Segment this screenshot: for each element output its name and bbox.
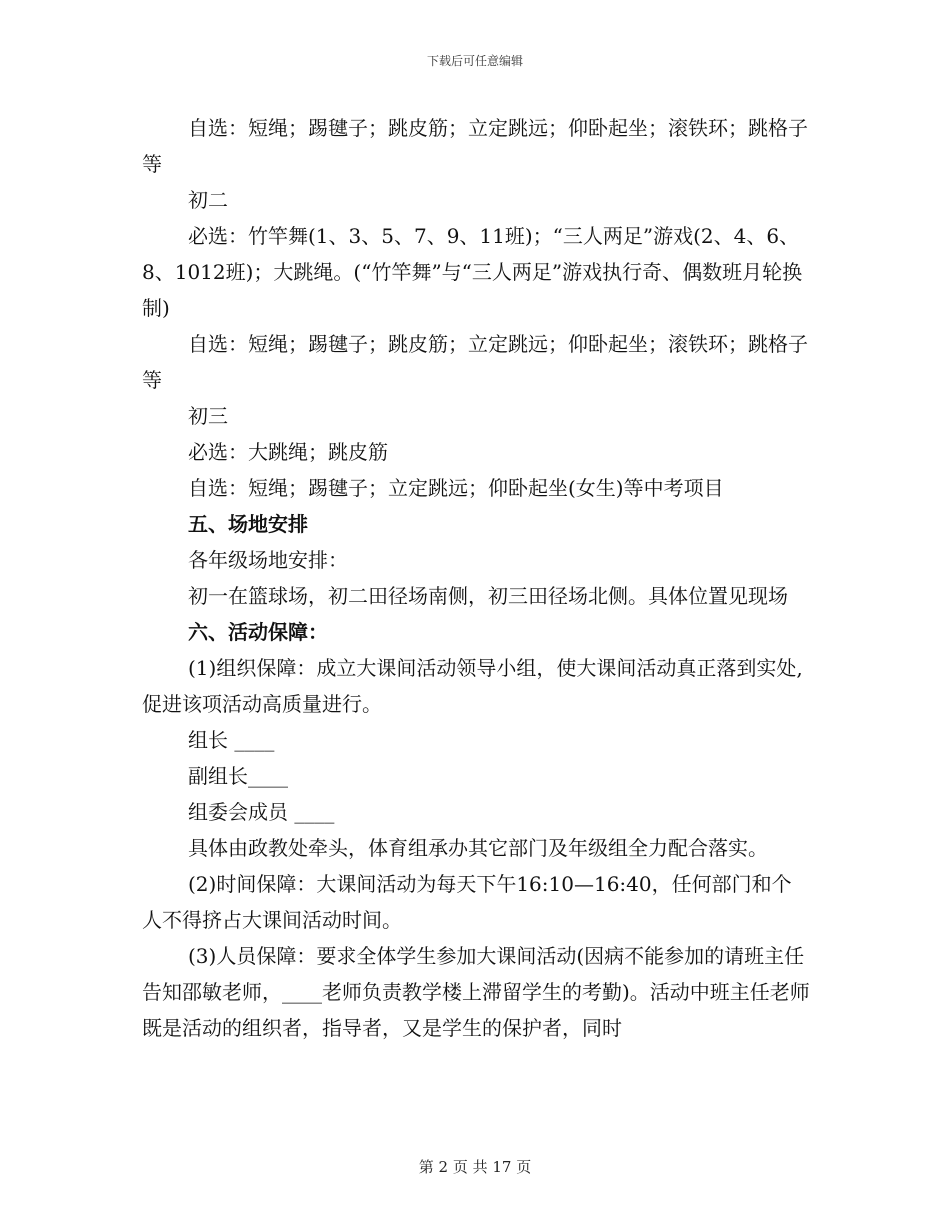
section-heading-venue: 五、场地安排 xyxy=(188,512,308,536)
team-leader-line: 组长 ____ xyxy=(188,728,275,752)
page-number: 第 2 页 共 17 页 xyxy=(418,1158,532,1176)
paragraph-grade2-required: 必选：竹竿舞(1、3、5、7、9、11班)；“三人两足”游戏(2、4、6、8、1012班)；大跳绳。(“竹竿舞”与“三人两足”游戏执行奇、偶数班月轮换制) xyxy=(142,224,803,320)
paragraph-personnel: (3)人员保障：要求全体学生参加大课间活动(因病不能参加的请班主任告知邵敏老师，____老师负责教学楼上滞留学生的考勤)。活动中班主任老师既是活动的组织者，指导者，又是学生的保护者，同时 xyxy=(142,944,810,1040)
grade-3-label: 初三 xyxy=(188,404,228,428)
paragraph-venue-detail: 初一在篮球场，初二田径场南侧，初三田径场北侧。具体位置见现场 xyxy=(188,584,788,608)
paragraph-venue-intro: 各年级场地安排： xyxy=(188,548,348,572)
section-heading-guarantee: 六、活动保障： xyxy=(188,620,328,644)
committee-members-line: 组委会成员 ____ xyxy=(188,800,335,824)
paragraph-responsibility: 具体由政教处牵头，体育组承办其它部门及年级组全力配合落实。 xyxy=(188,836,768,860)
document-body xyxy=(142,110,810,1046)
header-note: 下载后可任意编辑 xyxy=(426,54,523,68)
paragraph-grade1-optional: 自选：短绳；踢毽子；跳皮筋；立定跳远；仰卧起坐；滚铁环；跳格子等 xyxy=(142,116,808,176)
deputy-leader-line: 副组长____ xyxy=(188,764,288,788)
paragraph-grade2-optional: 自选：短绳；踢毽子；跳皮筋；立定跳远；仰卧起坐；滚铁环；跳格子等 xyxy=(142,332,808,392)
grade-2-label: 初二 xyxy=(188,188,228,212)
paragraph-time: (2)时间保障：大课间活动为每天下午16:10—16:40，任何部门和个人不得挤占大课间活动时间。 xyxy=(142,872,792,932)
paragraph-grade3-required: 必选：大跳绳；跳皮筋 xyxy=(188,440,388,464)
paragraph-grade3-optional: 自选：短绳；踢毽子；立定跳远；仰卧起坐(女生)等中考项目 xyxy=(188,476,724,500)
paragraph-organization: (1)组织保障：成立大课间活动领导小组，使大课间活动真正落到实处,促进该项活动高质量进行。 xyxy=(142,656,803,716)
